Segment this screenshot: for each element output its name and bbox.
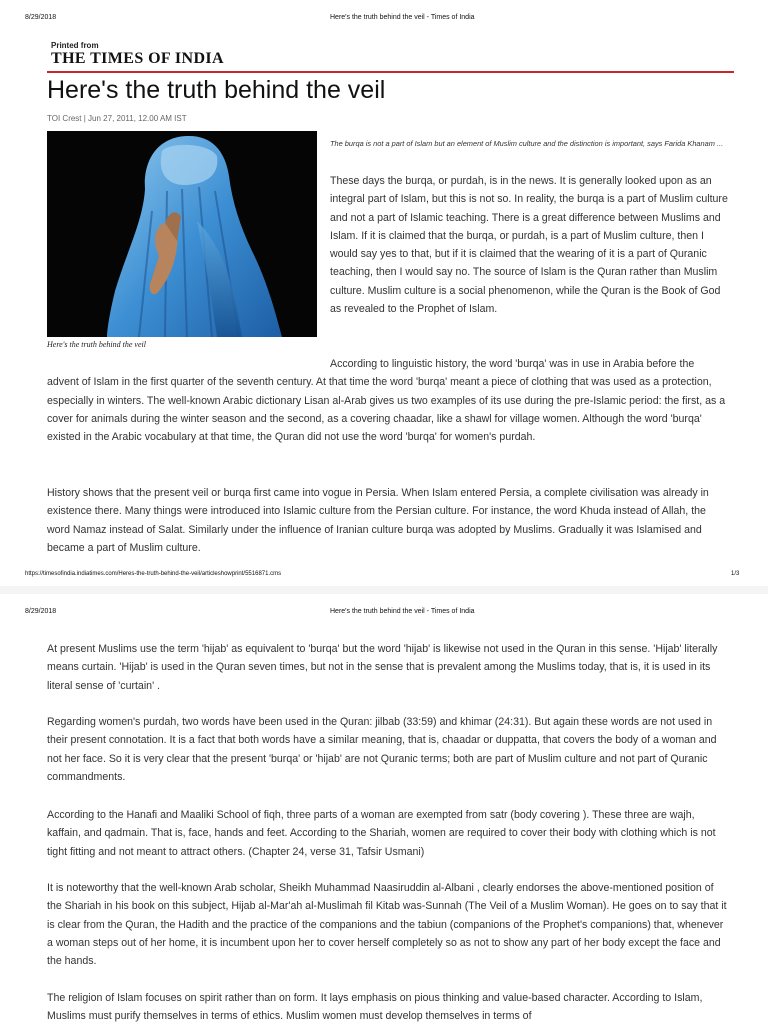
print-date: 8/29/2018 [25,608,57,615]
article-paragraph: The religion of Islam focuses on spirit rather than on form. It lays emphasis on pious thinking and value-based character. According to Islam, Muslims must purify themselves in terms of ethics. Muslim women must develop themselves in terms of [47,992,703,1023]
article-summary: The burqa is not a part of Islam but an element of Muslim culture and the distinction is important, says Farida Khanam ... [330,139,724,148]
article-photo-burqa [47,131,317,337]
masthead-divider [47,71,734,73]
photo-caption: Here's the truth behind the veil [47,340,146,349]
article-paragraph: Regarding women's purdah, two words have been used in the Quran: jilbab (33:59) and khimar (24:31). But again these words are not used in their present connotation. It is a fact that both words have a similar meaning, that is, chaadar or duppatta, that covers the body of a woman and not her face. So it is very clear that the present 'burqa' or 'hijab' are not Quranic terms; both are part of Muslim culture and not part of Quranic commandments. [47,716,717,783]
article-byline: TOI Crest | Jun 27, 2011, 12.00 AM IST [47,114,187,123]
print-date: 8/29/2018 [25,14,57,21]
printed-from-label: Printed from [51,41,99,50]
article-paragraph: It is noteworthy that the well-known Arab scholar, Sheikh Muhammad Naasiruddin al-Albani , clearly endorses the above-mentioned position of the Shariah in his book on this subject, Hijab al-Mar'ah al-Muslimah fil Kitab was-Sunnah (The Veil of a Muslim Woman). He goes on to say that it is clear from the Quran, the Hadith and the practice of the companions and the tabiun (companions of the Prophet's companions) that, whenever a woman steps out of her home, it is incumbent upon her to cover herself completely so as not to show any part of her body except the face and the hands. [47,882,727,968]
article-paragraph: History shows that the present veil or burqa first came into vogue in Persia. When Islam entered Persia, a complete civilisation was already in existence there. Many things were introduced into Islamic culture from the Persian culture. For instance, the word Khuda instead of Allah, the word Namaz instead of Salat. Similarly under the influence of Iranian culture burqa was adopted by Muslims. Gradually it was Islamised and became a part of Muslim culture. [47,487,709,554]
footer-page-number: 1/3 [731,571,740,577]
article-headline: Here's the truth behind the veil [47,76,386,104]
article-paragraph: According to linguistic history, the word 'burqa' was in use in Arabia before the advent of Islam in the first quarter of the seventh century. At that time the word 'burqa' meant a piece of clothing that was used as a protection, especially in winters. The well-known Arabic dictionary Lisan al-Arab gives us two examples of its use during the pre-Islamic period: the first, as a cover for animals during the winter season and the second, as a covering chaadar, like a shawl for village women. Although the word 'burqa' existed in the Arabic vocabulary at that time, the Quran did not use the word 'burqa' for women's purdah. [47,358,726,444]
article-paragraph: These days the burqa, or purdah, is in the news. It is generally looked upon as an integral part of Islam, but this is not so. In reality, the burqa is a part of Muslim culture and not a part of Islamic teaching. There is a great difference between Muslims and Islam. If it is claimed that the burqa, or purdah, is a part of Muslim culture, then I would say yes to that, but if it is claimed that the wearing of it is a part of Quranic teaching, then I would say no. The source of Islam is the Quran rather than Muslim culture. Muslim culture is a social phenomenon, while the Quran is the Book of God as revealed to the Prophet of Islam. [330,175,728,316]
article-paragraph: According to the Hanafi and Maaliki School of fiqh, three parts of a woman are exempted from satr (body covering ). These three are wajh, kaffain, and qadmain. That is, face, hands and feet. According to the Shariah, women are required to cover their body with clothing which is not tight fitting and not meant to attract others. (Chapter 24, verse 31, Tafsir Usmani) [47,809,716,858]
footer-url: https://timesofindia.indiatimes.com/Heres-the-truth-behind-the-veil/articleshowprint/5516871.cms [25,571,282,577]
print-page-title: Here's the truth behind the veil - Times of India [330,608,475,615]
article-paragraph: At present Muslims use the term 'hijab' as equivalent to 'burqa' but the word 'hijab' is likewise not used in the Quran in this sense. 'Hijab' literally means curtain. 'Hijab' is used in the Quran seven times, but not in the sense that is prevalent among the Muslims today, that is, it is used in its literal sense of 'curtain' . [47,643,718,692]
page-separator [0,586,768,594]
print-page-title: Here's the truth behind the veil - Times of India [330,14,475,21]
masthead-logo: THE TIMES OF INDIA [51,50,225,67]
